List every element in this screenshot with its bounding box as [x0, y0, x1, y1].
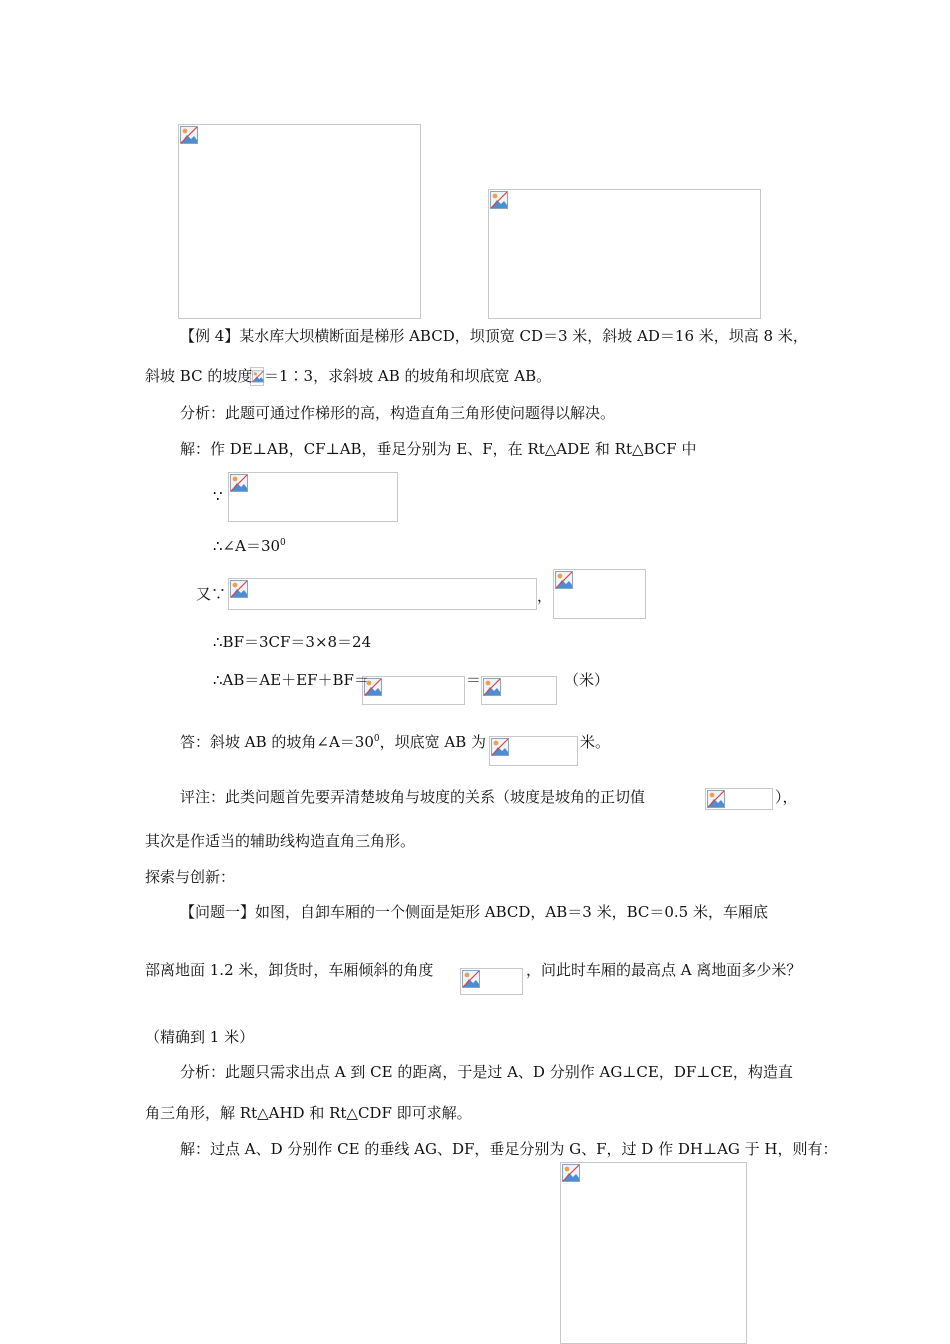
comment-line2: 其次是作适当的辅助线构造直角三角形。: [145, 832, 416, 850]
formula-ab-result: [481, 676, 557, 705]
broken-image-icon: [491, 738, 509, 756]
formula-tan-value: [705, 788, 773, 810]
q1-line1: 【问题一】如图，自卸车厢的一个侧面是矩形 ABCD，AB＝3 米，BC＝0.5 米，车厢底: [180, 903, 768, 921]
answer-line: 答：斜坡 AB 的坡角$\angle A=30^0$，坝底宽 AB 为: [180, 733, 487, 751]
q1-analysis-line1: 分析：此题只需求出点 A 到 CE 的距离，于是过 A、D 分别作 AG⊥CE，DF⊥CE，构造直: [180, 1063, 793, 1081]
comment-line1: 评注：此类问题首先要弄清楚坡角与坡度的关系（坡度是坡角的正切值: [180, 788, 646, 806]
example4-solution: 解：作 DE⊥AB，CF⊥AB，垂足分别为 E、F，在 Rt△ADE 和 Rt△BCF 中: [180, 440, 697, 458]
broken-image-icon: [462, 970, 480, 988]
figure-dam-left: [178, 124, 421, 319]
figure-dam-right: [488, 189, 761, 319]
example4-line1: 【例 4】某水库大坝横断面是梯形 ABCD，坝顶宽 CD＝3 米，斜坡 AD＝16 米，坝高 8 米，: [180, 327, 808, 345]
q1-line2-b: ，问此时车厢的最高点 A 离地面多少米？: [526, 961, 802, 979]
broken-image-icon: [252, 369, 264, 384]
broken-image-icon: [483, 678, 501, 696]
example4-line2-b: ＝1∶3，求斜坡 AB 的坡角和坝底宽 AB。: [264, 367, 552, 385]
figure-truck: [560, 1162, 747, 1344]
q1-analysis-line2: 角三角形，解 Rt△AHD 和 Rt△CDF 即可求解。: [145, 1104, 472, 1122]
also-because: 又∵: [196, 585, 227, 603]
bf-equation: ∴BF＝3CF＝3×8＝24: [213, 633, 372, 651]
broken-image-icon: [230, 580, 248, 598]
comment-line1-end: ），: [775, 788, 798, 806]
ab-equation: ∴AB＝AE＋EF＋BF＝: [213, 671, 369, 689]
broken-image-icon: [707, 790, 725, 808]
formula-ab-sum: [362, 676, 465, 705]
formula-cf: [553, 569, 646, 619]
formula-sin-a: [228, 472, 398, 522]
answer-unit: 米。: [580, 733, 611, 751]
unit-meters: （米）: [564, 671, 610, 689]
q1-line2-a: 部离地面 1.2 米，卸货时，车厢倾斜的角度: [145, 961, 434, 979]
broken-image-icon: [230, 474, 248, 492]
therefore-angle-a: $\therefore\angle A=30^0$: [213, 537, 286, 555]
broken-image-icon: [555, 571, 573, 589]
q1-line3: （精确到 1 米）: [145, 1028, 255, 1046]
broken-image-icon: [562, 1164, 580, 1182]
example4-analysis: 分析：此题可通过作梯形的高，构造直角三角形使问题得以解决。: [180, 404, 616, 422]
q1-solution: 解：过点 A、D 分别作 CE 的垂线 AG、DF，垂足分别为 G、F，过 D 作 DH⊥AG 于 H，则有：: [180, 1140, 838, 1158]
broken-image-icon: [490, 191, 508, 209]
formula-tilt-angle: [460, 968, 523, 995]
example4-line2-a: 斜坡 BC 的坡度: [145, 367, 253, 385]
formula-answer-ab: [489, 736, 578, 766]
comma-separator: ，: [537, 587, 553, 605]
because-symbol: ∵: [213, 487, 223, 505]
equals-sign: ＝: [466, 671, 482, 689]
formula-tan-b: [228, 578, 537, 610]
explore-heading: 探索与创新：: [145, 868, 236, 886]
broken-image-icon: [180, 126, 198, 144]
